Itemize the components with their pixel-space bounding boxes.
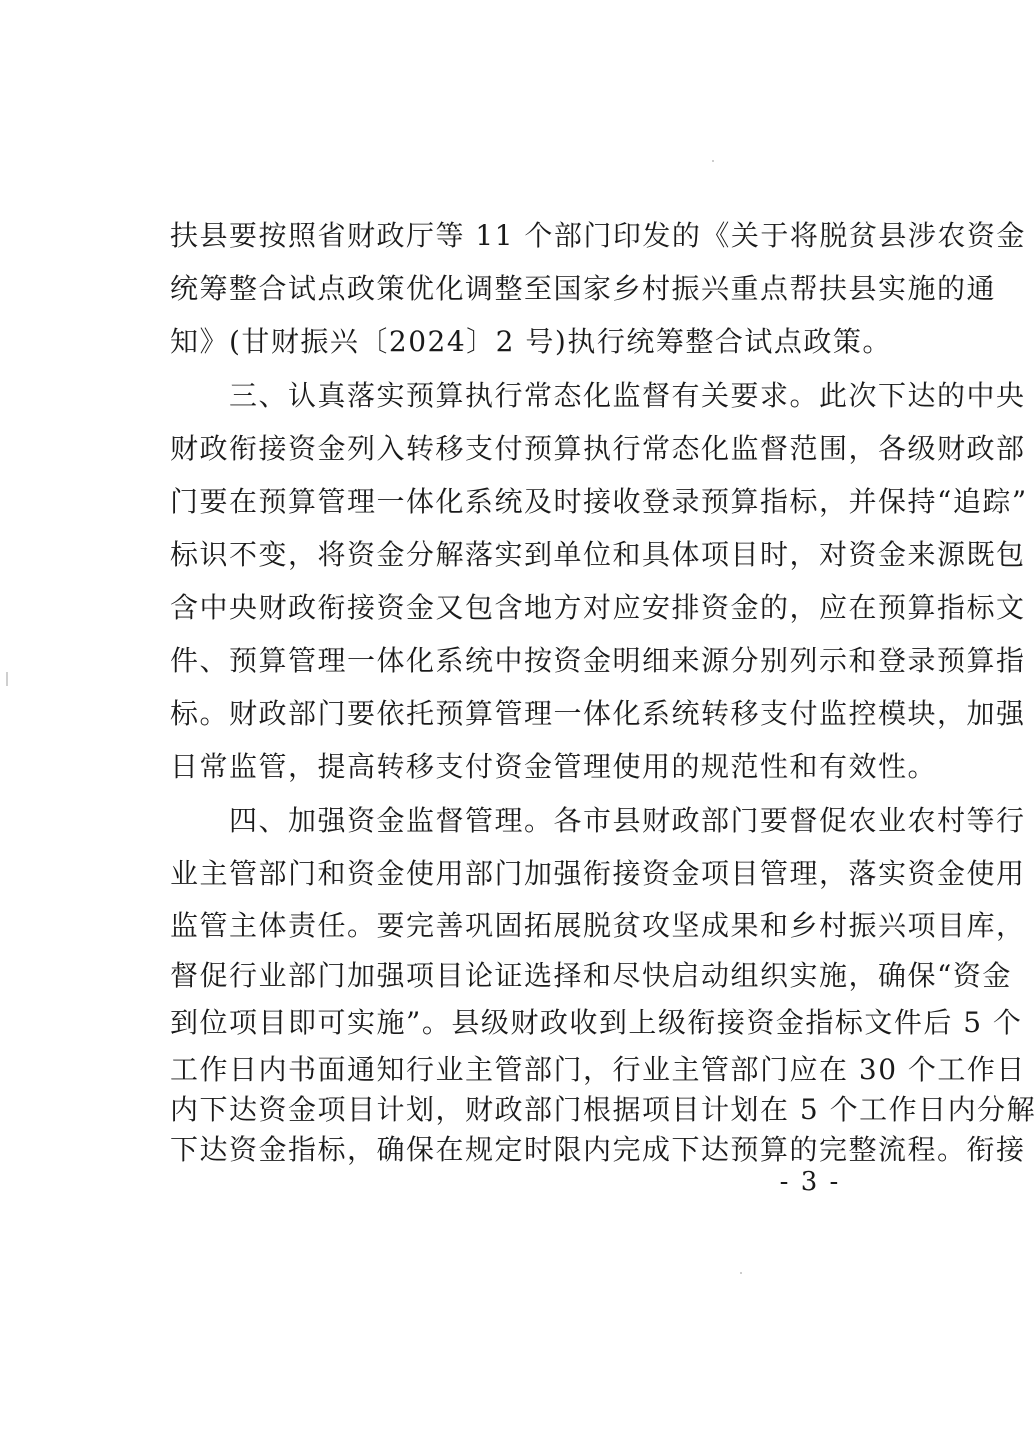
text-line: 四、加强资金监督管理。各市县财政部门要督促农业农村等行 [170,804,1026,837]
text-line: 日常监管，提高转移支付资金管理使用的规范性和有效性。 [170,750,938,783]
text-line: 下达资金指标，确保在规定时限内完成下达预算的完整流程。衔接 [170,1133,1026,1166]
text-line: 扶县要按照省财政厅等 11 个部门印发的《关于将脱贫县涉农资金 [170,219,1026,252]
scan-speck [712,160,714,162]
text-line: 件、预算管理一体化系统中按资金明细来源分别列示和登录预算指 [170,644,1026,677]
text-line: 工作日内书面通知行业主管部门，行业主管部门应在 30 个工作日 [170,1053,1026,1086]
text-line: 知》(甘财振兴〔2024〕2 号)执行统筹整合试点政策。 [170,325,892,358]
text-line: 监管主体责任。要完善巩固拓展脱贫攻坚成果和乡村振兴项目库， [170,909,1026,942]
page-number: - 3 - [779,1167,841,1197]
text-line: 含中央财政衔接资金又包含地方对应安排资金的，应在预算指标文 [170,591,1026,624]
text-line: 标。财政部门要依托预算管理一体化系统转移支付监控模块，加强 [170,697,1026,730]
text-line: 财政衔接资金列入转移支付预算执行常态化监督范围，各级财政部 [170,432,1026,465]
scan-speck [740,1272,742,1274]
text-line: 三、认真落实预算执行常态化监督有关要求。此次下达的中央 [170,379,1026,412]
text-line: 内下达资金项目计划，财政部门根据项目计划在 5 个工作日内分解 [170,1093,1036,1126]
text-line: 门要在预算管理一体化系统及时接收登录预算指标，并保持“追踪” [170,485,1028,518]
text-line: 统筹整合试点政策优化调整至国家乡村振兴重点帮扶县实施的通 [170,272,997,305]
text-line: 标识不变，将资金分解落实到单位和具体项目时，对资金来源既包 [170,538,1026,571]
text-line: 到位项目即可实施”。县级财政收到上级衔接资金指标文件后 5 个 [170,1006,1023,1039]
text-line: 督促行业部门加强项目论证选择和尽快启动组织实施，确保“资金 [170,959,1012,992]
text-line: 业主管部门和资金使用部门加强衔接资金项目管理，落实资金使用 [170,857,1026,890]
scan-mark [6,672,8,686]
